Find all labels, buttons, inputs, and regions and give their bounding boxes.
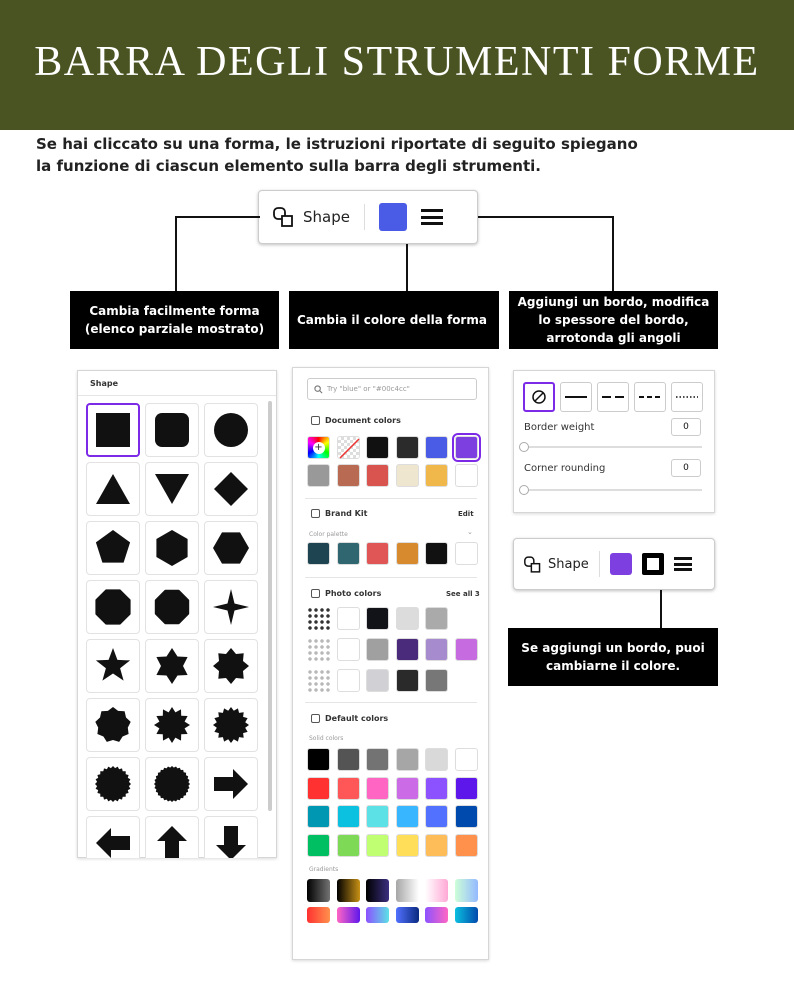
border-style-icon[interactable] [421,209,443,225]
circle-icon [211,410,251,450]
color-swatch[interactable] [337,607,360,630]
color-swatch[interactable] [337,669,360,692]
shape-button-label: Shape [303,208,350,226]
border-short-dash-button[interactable] [634,382,666,412]
color-swatch[interactable] [396,464,419,487]
gradient-swatch[interactable] [425,907,448,923]
shape-option[interactable] [204,580,258,634]
section-title [311,416,401,425]
border-color-icon [647,558,659,570]
shape-toolbar-with-border [513,538,715,590]
color-swatch[interactable] [307,748,330,771]
photo-icon [311,589,320,598]
callout-border: Aggiungi un bordo, modifica lo spessore del bordo, arrotonda gli angoli [509,291,718,349]
shape-option[interactable] [86,698,140,752]
shape-option[interactable] [86,816,140,858]
border-dotted-button[interactable] [671,382,703,412]
border-color-button[interactable] [642,553,664,575]
six-point-star-icon [152,646,192,686]
color-swatch[interactable] [337,748,360,771]
gradient-swatch[interactable] [396,879,419,902]
color-swatch[interactable] [366,669,389,692]
plus-icon: + [314,441,323,453]
color-swatch[interactable] [366,805,389,828]
color-swatch[interactable] [425,805,448,828]
shape-option[interactable] [204,698,258,752]
solid-line-icon [565,395,587,399]
shape-option[interactable] [145,462,199,516]
shape-option[interactable] [204,816,258,858]
shape-option[interactable] [204,521,258,575]
gradient-swatch[interactable] [366,879,389,902]
color-swatch[interactable] [366,436,389,459]
page-title: BARRA DEGLI STRUMENTI FORME [34,39,760,85]
square-icon [93,410,133,450]
shape-icon [273,207,295,227]
hexagon-horizontal-icon [211,528,251,568]
eight-point-star-icon [211,646,251,686]
chevron-down-icon[interactable]: ⌄ [467,528,473,536]
long-dash-icon [602,395,624,399]
color-swatch[interactable] [366,638,389,661]
callout-change-color: Cambia il colore della forma [289,291,499,349]
color-swatch[interactable] [425,669,448,692]
shape-grid [86,403,258,858]
color-swatch[interactable] [396,607,419,630]
border-weight-slider[interactable] [524,446,702,448]
intro-text: Se hai cliccato su una forma, le istruzioni riportate di seguito spiegano la funzione di ciascun elemento sulla barra degli strumenti. [36,135,638,175]
connector-line [660,590,662,628]
scrollbar[interactable] [268,401,272,811]
gradient-swatch[interactable] [307,907,330,923]
color-swatch[interactable] [366,834,389,857]
shape-option[interactable] [204,757,258,811]
color-swatch[interactable] [337,834,360,857]
burst-12-icon [152,705,192,745]
color-swatch-button[interactable] [610,553,632,575]
connector-line [612,216,614,292]
color-swatch[interactable] [455,436,478,459]
section-title-text: Photo colors [325,589,382,598]
section-title-text: Default colors [325,714,389,723]
dotted-line-icon [676,395,698,399]
photo-thumbnail-icon[interactable] [307,638,330,661]
gradient-swatch[interactable] [455,907,478,923]
palette-icon [311,714,320,723]
corner-rounding-input[interactable]: 0 [671,459,701,477]
photo-see-all-link[interactable]: See all 3 [446,590,480,598]
color-swatch[interactable] [455,542,478,565]
color-swatch[interactable] [455,777,478,800]
border-weight-input[interactable]: 0 [671,418,701,436]
color-swatch[interactable] [425,436,448,459]
hexagon-vertical-icon [152,528,192,568]
color-swatch[interactable] [366,607,389,630]
short-dash-icon [639,395,661,399]
gradient-swatch[interactable] [455,879,478,902]
shape-option[interactable] [145,757,199,811]
octagon-rounded-icon [152,587,192,627]
panel-divider [78,395,276,396]
color-swatch[interactable] [396,777,419,800]
color-swatch[interactable] [366,748,389,771]
shape-button-label: Shape [548,556,589,572]
rounded-square-icon [152,410,192,450]
four-point-star-icon [211,587,251,627]
color-swatch[interactable] [455,464,478,487]
gradients-label: Gradients [309,866,339,873]
octagon-icon [93,587,133,627]
panel-divider [305,577,477,578]
shape-option[interactable] [86,757,140,811]
arrow-down-icon [211,823,251,858]
diamond-icon [211,469,251,509]
panel-divider [305,702,477,703]
shape-option[interactable] [86,639,140,693]
color-swatch[interactable] [425,542,448,565]
border-weight-label: Border weight [524,422,595,433]
callout-border-color: Se aggiungi un bordo, puoi cambiarne il colore. [508,628,718,686]
color-swatch[interactable] [396,748,419,771]
solid-colors-label: Solid colors [309,735,344,742]
photo-thumbnail-icon[interactable] [307,669,330,692]
shape-option[interactable] [204,462,258,516]
color-swatch[interactable] [337,777,360,800]
shape-option[interactable] [145,816,199,858]
border-none-button[interactable] [523,382,555,412]
shape-option[interactable] [204,403,258,457]
shape-icon [524,556,542,573]
color-swatch[interactable] [337,542,360,565]
color-swatch[interactable] [396,638,419,661]
section-title [311,589,381,598]
gradient-swatch[interactable] [337,907,360,923]
color-swatch[interactable] [337,638,360,661]
color-swatch[interactable] [425,464,448,487]
heptagon-icon [93,705,133,745]
shape-button[interactable] [524,556,589,573]
gradient-swatch[interactable] [307,879,330,902]
section-title [311,509,367,518]
pentagon-icon [93,528,133,568]
color-swatch[interactable] [396,669,419,692]
color-search-placeholder: Try "blue" or "#00c4cc" [327,385,410,393]
color-swatch[interactable] [455,748,478,771]
shape-option[interactable] [86,403,140,457]
color-swatch[interactable] [396,805,419,828]
arrow-right-icon [211,764,251,804]
connector-line [175,216,260,218]
seal-2-icon [152,764,192,804]
no-color-icon [338,437,361,460]
color-swatch[interactable] [425,607,448,630]
shape-option[interactable] [204,639,258,693]
search-icon [314,385,323,394]
arrow-up-icon [152,823,192,858]
border-solid-button[interactable] [560,382,592,412]
no-border-icon [531,389,547,405]
color-swatch[interactable] [307,834,330,857]
border-long-dash-button[interactable] [597,382,629,412]
shape-option[interactable] [145,698,199,752]
color-swatch[interactable] [307,542,330,565]
brand-kit-edit-link[interactable]: Edit [458,510,474,518]
color-swatch[interactable] [455,834,478,857]
gradient-swatch[interactable] [366,907,389,923]
color-swatch[interactable] [307,805,330,828]
connector-line [478,216,614,218]
color-palette-label: Color palette [309,531,348,538]
shape-option[interactable] [145,580,199,634]
color-swatch[interactable] [366,542,389,565]
add-color-icon[interactable] [307,436,330,459]
five-point-star-icon [93,646,133,686]
shape-option[interactable] [145,403,199,457]
corner-rounding-knob[interactable] [519,485,529,495]
palette-icon [311,416,320,425]
color-swatch[interactable] [425,777,448,800]
panel-divider [305,498,477,499]
connector-line [406,244,408,292]
connector-line [175,216,177,292]
triangle-icon [93,469,133,509]
color-swatch[interactable] [455,638,478,661]
transparent-swatch[interactable] [337,436,360,459]
color-swatch[interactable] [307,777,330,800]
photo-thumbnail-icon[interactable] [307,607,330,630]
shape-panel-header: Shape [90,379,119,388]
toolbar-divider [599,551,600,577]
shape-option[interactable] [86,580,140,634]
inverted-triangle-icon [152,469,192,509]
color-swatch[interactable] [425,834,448,857]
color-swatch-button[interactable] [379,203,407,231]
shape-option[interactable] [145,639,199,693]
shape-option[interactable] [86,462,140,516]
title-banner [0,0,794,130]
color-swatch[interactable] [366,777,389,800]
color-swatch[interactable] [307,464,330,487]
color-search-input[interactable] [307,378,477,400]
color-swatch[interactable] [396,834,419,857]
shape-option[interactable] [86,521,140,575]
corner-rounding-slider[interactable] [524,489,702,491]
color-swatch[interactable] [396,436,419,459]
border-panel [513,370,715,513]
color-swatch[interactable] [425,638,448,661]
gradient-swatch[interactable] [425,879,448,902]
brand-kit-icon [311,509,320,518]
arrow-left-icon [93,823,133,858]
shape-button[interactable] [273,207,350,227]
border-style-icon[interactable] [674,557,692,571]
color-swatch[interactable] [337,464,360,487]
section-title-text: Document colors [325,416,401,425]
color-swatch[interactable] [366,464,389,487]
gradient-swatch[interactable] [396,907,419,923]
corner-rounding-label: Corner rounding [524,463,606,474]
color-swatch[interactable] [337,805,360,828]
border-weight-knob[interactable] [519,442,529,452]
callout-change-shape: Cambia facilmente forma (elenco parziale mostrato) [70,291,279,349]
color-swatch[interactable] [425,748,448,771]
color-swatch[interactable] [396,542,419,565]
shape-toolbar [258,190,478,244]
gradient-swatch[interactable] [337,879,360,902]
shape-option[interactable] [145,521,199,575]
section-title [311,714,388,723]
seal-icon [93,764,133,804]
toolbar-divider [364,204,365,230]
section-title-text: Brand Kit [325,509,368,518]
color-swatch[interactable] [455,805,478,828]
burst-16-icon [211,705,251,745]
